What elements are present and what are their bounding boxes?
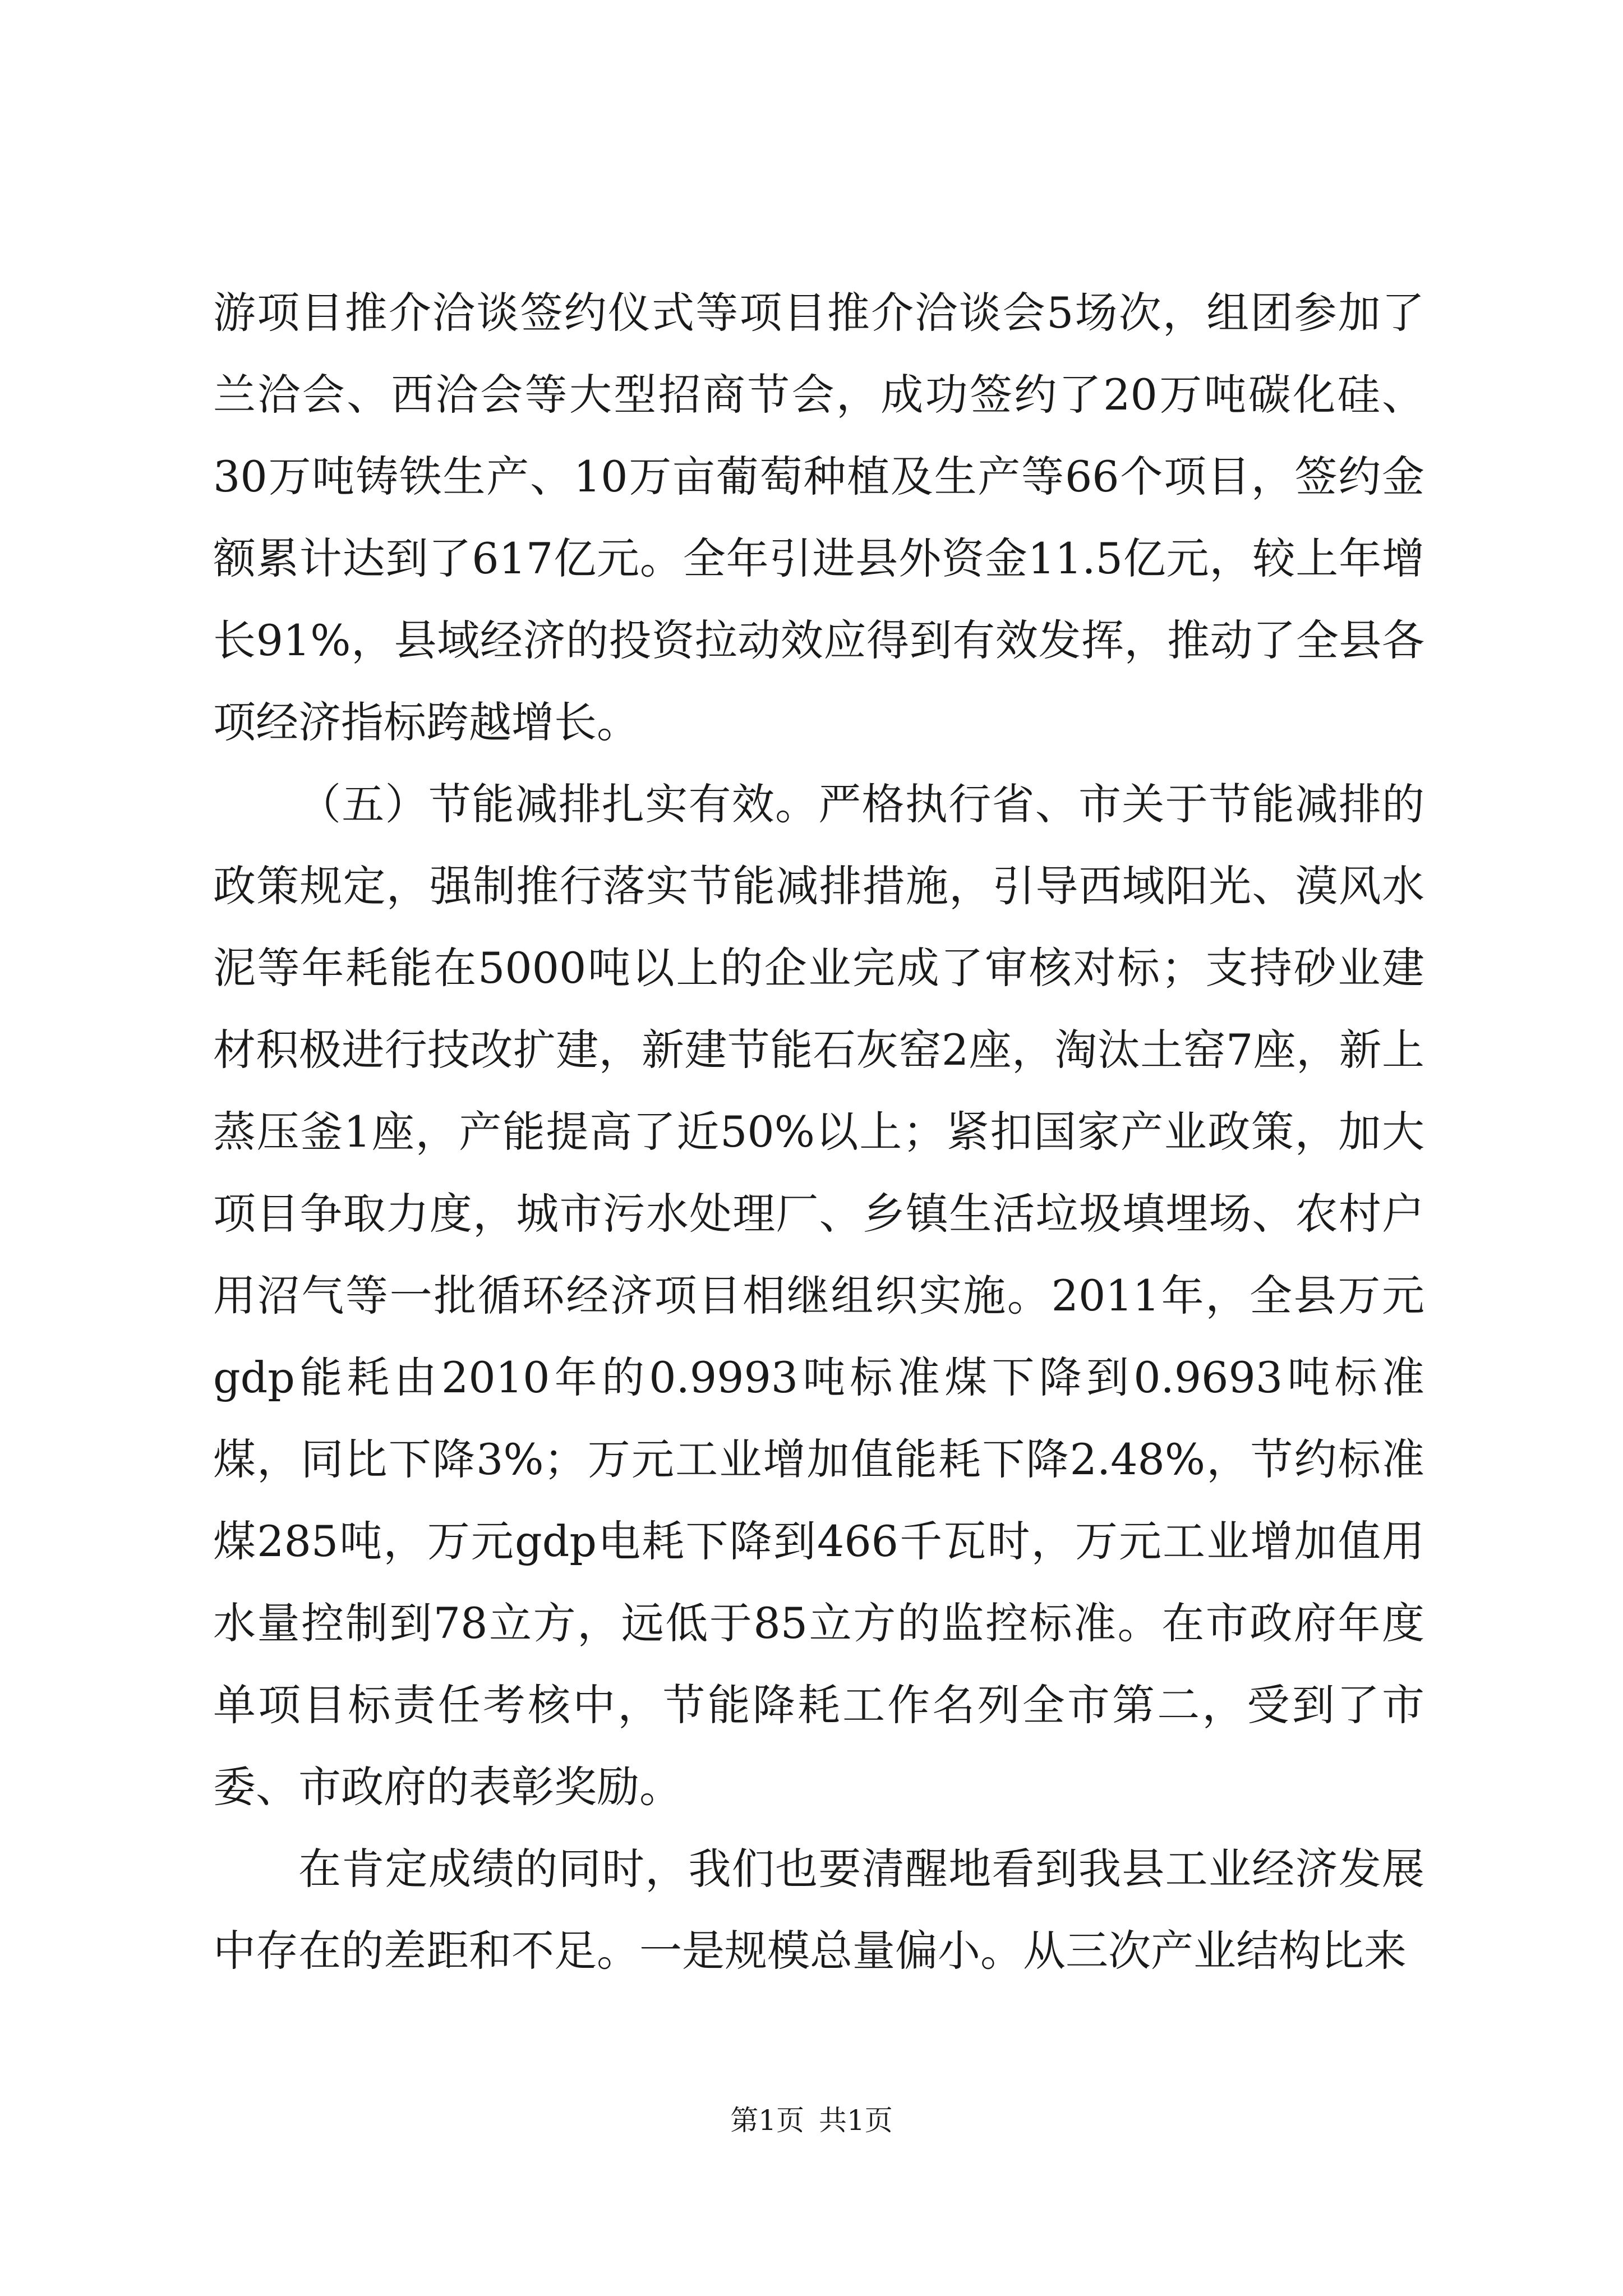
paragraph-1: 游项目推介洽谈签约仪式等项目推介洽谈会5场次，组团参加了兰洽会、西洽会等大型招商节会，成功签约了20万吨碳化硅、30万吨铸铁生产、10万亩葡萄种植及生产等66个项目，签约金额累计达到了617亿元。全年引进县外资金11.5亿元，较上年增长91%，县域经济的投资拉动效应得到有效发挥，推动了全县各项经济指标跨越增长。 bbox=[213, 288, 1424, 747]
paragraph-3: 在肯定成绩的同时，我们也要清醒地看到我县工业经济发展中存在的差距和不足。一是规模总量偏小。从三次产业结构比来 bbox=[213, 1844, 1424, 1976]
paragraph-2: （五）节能减排扎实有效。严格执行省、市关于节能减排的政策规定，强制推行落实节能减排措施，引导西域阳光、漠风水泥等年耗能在5000吨以上的企业完成了审核对标；支持砂业建材积极进行技改扩建，新建节能石灰窑2座，淘汰土窑7座，新上蒸压釜1座，产能提高了近50%以上；紧扣国家产业政策，加大项目争取力度，城市污水处理厂、乡镇生活垃圾填埋场、农村户用沼气等一批循环经济项目相继组织实施。2011年，全县万元gdp能耗由2010年的0.9993吨标准煤下降到0.9693吨标准煤，同比下降3%；万元工业增加值能耗下降2.48%，节约标准煤285吨，万元gdp电耗下降到466千瓦时，万元工业增加值用水量控制到78立方，远低于85立方的监控标准。在市政府年度单项目标责任考核中，节能降耗工作名列全市第二，受到了市委、市政府的表彰奖励。 bbox=[213, 779, 1424, 1812]
page-footer: 第1页 共1页 bbox=[730, 2104, 893, 2137]
document-body bbox=[213, 272, 1424, 1992]
